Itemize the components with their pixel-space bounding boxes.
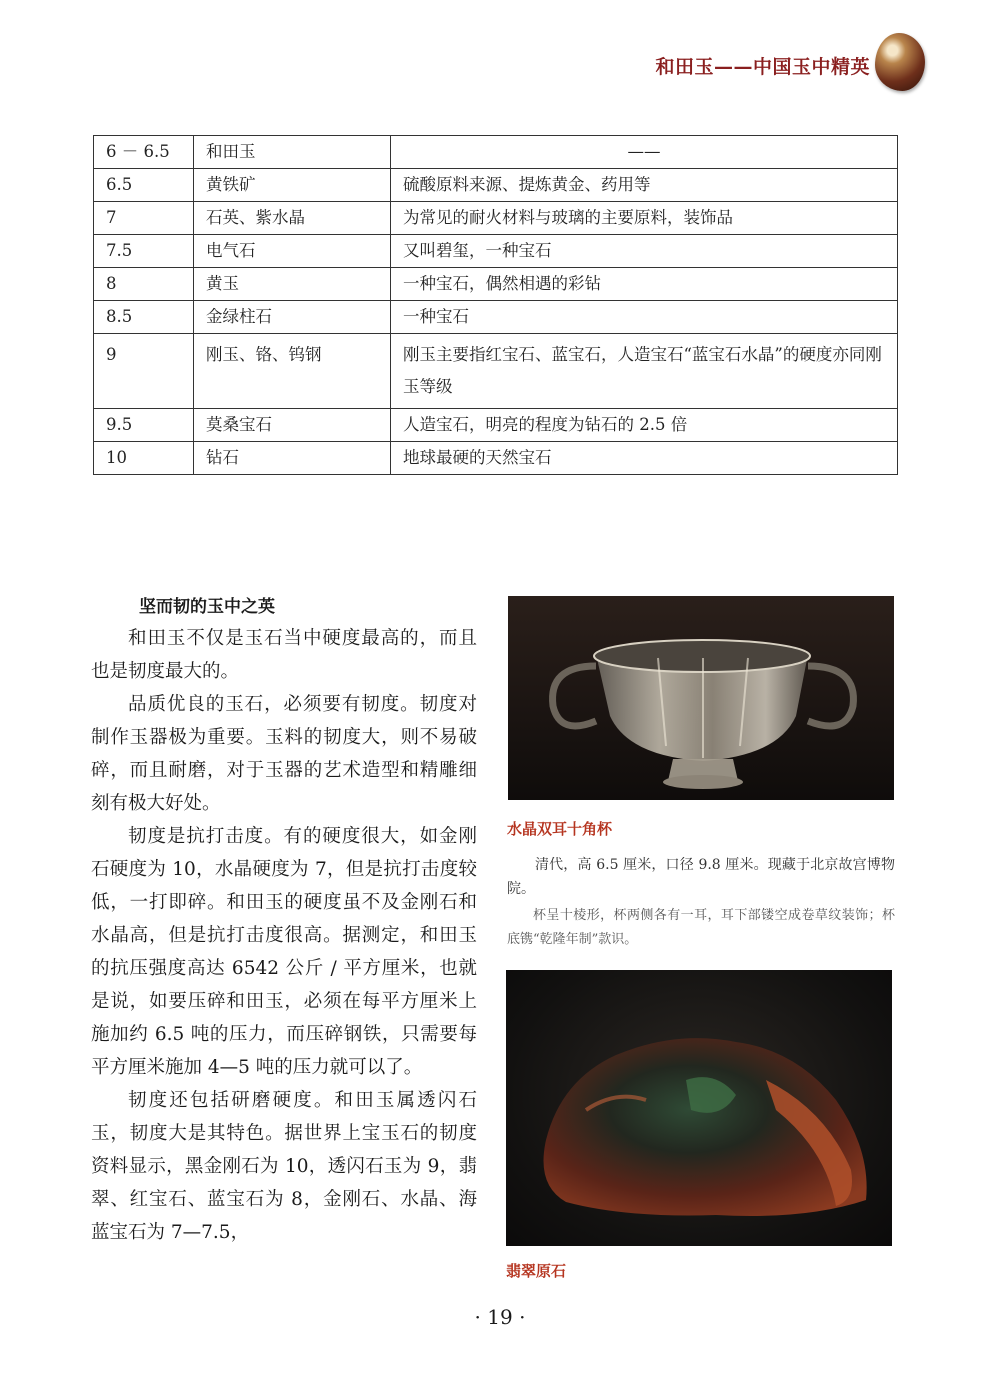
page-number: · 19 · — [474, 1305, 526, 1329]
note-cell: 人造宝石，明亮的程度为钻石的 2.5 倍 — [391, 409, 898, 442]
hardness-cell: 7.5 — [94, 235, 194, 268]
hardness-cell: 9.5 — [94, 409, 194, 442]
paragraph: 品质优良的玉石，必须要有韧度。韧度对制作玉器极为重要。玉料的韧度大，则不易破碎，而且耐磨，对于玉器的艺术造型和精雕细刻有极大好处。 — [91, 694, 477, 814]
mineral-cell: 黄玉 — [194, 268, 391, 301]
paragraph: 和田玉不仅是玉石当中硬度最高的，而且也是韧度最大的。 — [91, 628, 477, 682]
note-cell: —— — [391, 136, 898, 169]
mineral-cell: 刚玉、铬、钨钢 — [194, 334, 391, 409]
hardness-table — [93, 135, 898, 475]
hardness-cell: 7 — [94, 202, 194, 235]
cup-caption-title: 水晶双耳十角杯 — [507, 820, 613, 838]
paragraph: 韧度是抗打击度。有的硬度很大，如金刚石硬度为 10，水晶硬度为 7，但是抗打击度较低，一打即碎。和田玉的硬度虽不及金刚石和水晶高，但是抗打击度很高。据测定，和田玉的抗压强度高达 6542 公斤 / 平方厘米，也就是说，如要压碎和田玉，必须在每平方厘米上施加约 6.5 吨的压力，而压碎钢铁，只需要每平方厘米施加 4—5 吨的压力就可以了。 — [91, 826, 477, 1078]
mineral-cell: 莫桑宝石 — [194, 409, 391, 442]
mineral-cell: 黄铁矿 — [194, 169, 391, 202]
section-heading: 坚而韧的玉中之英 — [139, 597, 275, 617]
hardness-cell: 6.5 — [94, 169, 194, 202]
hardness-cell: 9 — [94, 334, 194, 409]
running-header-title: 和田玉——中国玉中精英 — [655, 56, 870, 78]
jadeite-rough-photo — [506, 970, 892, 1246]
note-cell: 为常见的耐火材料与玻璃的主要原料，装饰品 — [391, 202, 898, 235]
crystal-cup-photo — [508, 596, 894, 800]
hardness-cell: 8 — [94, 268, 194, 301]
note-cell: 又叫碧玺，一种宝石 — [391, 235, 898, 268]
jadeite-rough-illustration — [506, 970, 892, 1246]
table-row — [94, 409, 898, 442]
cup-caption-detail: 杯呈十棱形，杯两侧各有一耳，耳下部镂空成卷草纹装饰；杯底镌“乾隆年制”款识。 — [507, 908, 895, 947]
table-row — [94, 268, 898, 301]
hardness-cell: 6 － 6.5 — [94, 136, 194, 169]
table-row — [94, 442, 898, 475]
mineral-cell: 钻石 — [194, 442, 391, 475]
jade-stone-logo-icon — [875, 33, 925, 91]
cup-caption-desc: 清代，高 6.5 厘米，口径 9.8 厘米。现藏于北京故宫博物院。 — [507, 857, 895, 897]
table-row — [94, 169, 898, 202]
note-cell: 地球最硬的天然宝石 — [391, 442, 898, 475]
hardness-cell: 10 — [94, 442, 194, 475]
paragraph: 韧度还包括研磨硬度。和田玉属透闪石玉，韧度大是其特色。据世界上宝玉石的韧度资料显示，黑金刚石为 10，透闪石玉为 9，翡翠、红宝石、蓝宝石为 8，金刚石、水晶、海蓝宝石为 7—7.5， — [91, 1090, 477, 1243]
note-cell: 刚玉主要指红宝石、蓝宝石，人造宝石“蓝宝石水晶”的硬度亦同刚玉等级 — [391, 334, 898, 409]
hardness-cell: 8.5 — [94, 301, 194, 334]
table-row — [94, 301, 898, 334]
note-cell: 一种宝石，偶然相遇的彩钻 — [391, 268, 898, 301]
mineral-cell: 和田玉 — [194, 136, 391, 169]
mineral-cell: 石英、紫水晶 — [194, 202, 391, 235]
crystal-cup-illustration — [508, 596, 894, 800]
note-cell: 硫酸原料来源、提炼黄金、药用等 — [391, 169, 898, 202]
table-row — [94, 136, 898, 169]
mineral-cell: 电气石 — [194, 235, 391, 268]
jadeite-caption-title: 翡翠原石 — [506, 1262, 567, 1280]
table-row — [94, 334, 898, 409]
note-cell: 一种宝石 — [391, 301, 898, 334]
mineral-cell: 金绿柱石 — [194, 301, 391, 334]
table-row — [94, 235, 898, 268]
article-body — [91, 622, 477, 1249]
table-row — [94, 202, 898, 235]
